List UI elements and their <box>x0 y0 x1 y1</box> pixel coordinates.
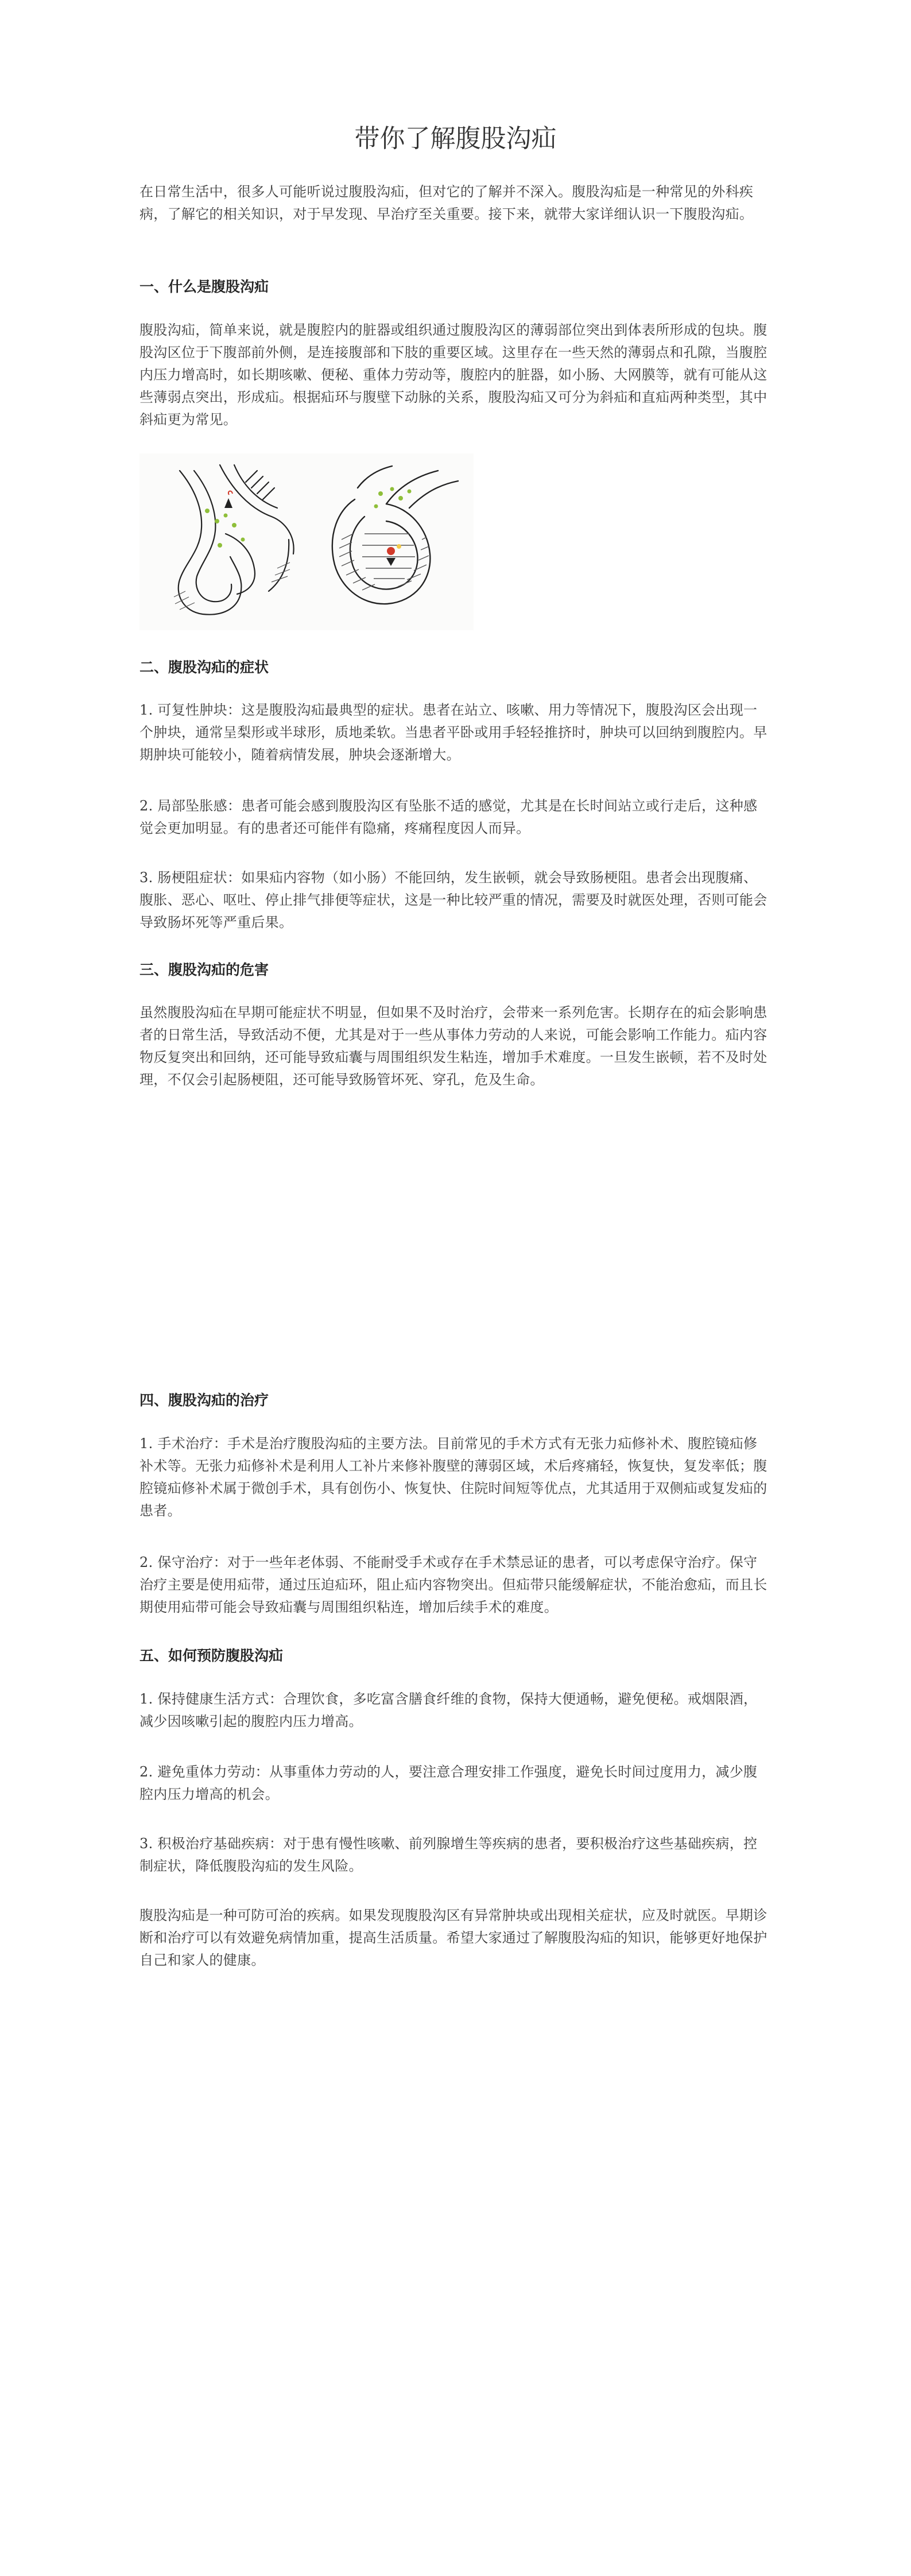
page-title: 带你了解腹股沟疝 <box>354 124 557 153</box>
prevention-item-3: 3. 积极治疗基础疾病：对于患有慢性咳嗽、前列腺增生等疾病的患者，要积极治疗这些基础疾病，控制症状，降低腹股沟疝的发生风险。 <box>139 1836 758 1874</box>
section-body-harm: 虽然腹股沟疝在早期可能症状不明显，但如果不及时治疗，会带来一系列危害。长期存在的疝会影响患者的日常生活，导致活动不便，尤其是对于一些从事体力劳动的人来说，可能会影响工作能力。疝内容物反复突出和回纳，还可能导致疝囊与周围组织发生粘连，增加手术难度。一旦发生嵌顿，若不及时处理，不仅会引起肠梗阻，还可能导致肠管坏死、穿孔，危及生命。 <box>139 1004 767 1088</box>
hernia-illustration-icon <box>139 453 474 630</box>
section-body-what: 腹股沟疝，简单来说，就是腹腔内的脏器或组织通过腹股沟区的薄弱部位突出到体表所形成的包块。腹股沟区位于下腹部前外侧，是连接腹部和下肢的重要区域。这里存在一些天然的薄弱点和孔隙，当腹腔内压力增高时，如长期咳嗽、便秘、重体力劳动等，腹腔内的脏器，如小肠、大网膜等，就有可能从这些薄弱点突出，形成疝。根据疝环与腹壁下动脉的关系，腹股沟疝又可分为斜疝和直疝两种类型，其中斜疝更为常见。 <box>139 322 767 428</box>
symptom-item-3: 3. 肠梗阻症状：如果疝内容物（如小肠）不能回纳，发生嵌顿，就会导致肠梗阻。患者会出现腹痛、腹胀、恶心、呕吐、停止排气排便等症状，这是一种比较严重的情况，需要及时就医处理，否则可能会导致肠坏死等严重后果。 <box>139 870 767 930</box>
section-heading-treatment: 四、腹股沟疝的治疗 <box>139 1392 269 1409</box>
section-heading-harm: 三、腹股沟疝的危害 <box>139 961 269 978</box>
prevention-item-1: 1. 保持健康生活方式：合理饮食，多吃富含膳食纤维的食物，保持大便通畅，避免便秘。戒烟限酒，减少因咳嗽引起的腹腔内压力增高。 <box>139 1691 758 1729</box>
treatment-item-2: 2. 保守治疗：对于一些年老体弱、不能耐受手术或存在手术禁忌证的患者，可以考虑保守治疗。保守治疗主要是使用疝带，通过压迫疝环，阻止疝内容物突出。但疝带只能缓解症状，不能治愈疝，而且长期使用疝带可能会导致疝囊与周围组织粘连，增加后续手术的难度。 <box>139 1554 767 1615</box>
symptom-item-1: 1. 可复性肿块：这是腹股沟疝最典型的症状。患者在站立、咳嗽、用力等情况下，腹股沟区会出现一个肿块，通常呈梨形或半球形，质地柔软。当患者平卧或用手轻轻推挤时，肿块可以回纳到腹腔内。早期肿块可能较小，随着病情发展，肿块会逐渐增大。 <box>139 702 767 763</box>
section-heading-prevention: 五、如何预防腹股沟疝 <box>139 1647 284 1664</box>
section-heading-symptoms: 二、腹股沟疝的症状 <box>139 659 269 676</box>
prevention-item-2: 2. 避免重体力劳动：从事重体力劳动的人，要注意合理安排工作强度，避免长时间过度用力，减少腹腔内压力增高的机会。 <box>139 1764 758 1802</box>
intro-paragraph: 在日常生活中，很多人可能听说过腹股沟疝，但对它的了解并不深入。腹股沟疝是一种常见的外科疾病，了解它的相关知识，对于早发现、早治疗至关重要。接下来，就带大家详细认识一下腹股沟疝。 <box>139 184 754 222</box>
hernia-illustration-image <box>139 453 474 630</box>
treatment-item-1: 1. 手术治疗：手术是治疗腹股沟疝的主要方法。目前常见的手术方式有无张力疝修补术、腹腔镜疝修补术等。无张力疝修补术是利用人工补片来修补腹壁的薄弱区域，术后疼痛轻，恢复快，复发率低；腹腔镜疝修补术属于微创手术，具有创伤小、恢复快、住院时间短等优点，尤其适用于双侧疝或复发疝的患者。 <box>139 1436 767 1519</box>
conclusion-paragraph: 腹股沟疝是一种可防可治的疾病。如果发现腹股沟区有异常肿块或出现相关症状，应及时就医。早期诊断和治疗可以有效避免病情加重，提高生活质量。希望大家通过了解腹股沟疝的知识，能够更好地保护自己和家人的健康。 <box>139 1907 767 1968</box>
section-heading-what: 一、什么是腹股沟疝 <box>139 278 269 295</box>
symptom-item-2: 2. 局部坠胀感：患者可能会感到腹股沟区有坠胀不适的感觉，尤其是在长时间站立或行走后，这种感觉会更加明显。有的患者还可能伴有隐痛，疼痛程度因人而异。 <box>139 798 758 836</box>
